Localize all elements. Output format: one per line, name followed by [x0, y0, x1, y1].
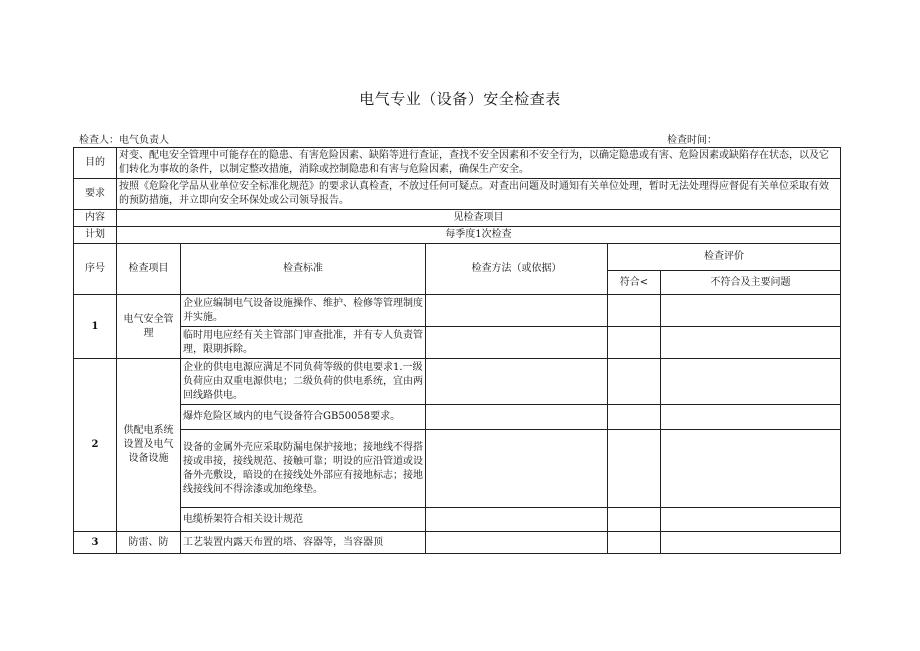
requirement-text: 按照《危险化学品从业单位安全标准化规范》的要求认真检查，不放过任何可疑点。对查出问题及时通知有关单位处理，暂时无法处理得应督促有关单位采取有效的预防措施，并立即向安全环保处或公司领导报告。 [117, 179, 841, 210]
check-method-cell[interactable] [426, 327, 608, 359]
issues-cell[interactable] [661, 359, 841, 405]
table-row [74, 327, 841, 359]
check-item: 供配电系统设置及电气设备设施 [117, 359, 181, 532]
col-header-method: 检查方法（或依据） [426, 244, 608, 295]
table-row [74, 148, 841, 179]
conform-cell[interactable] [608, 508, 661, 532]
row-number: 2 [74, 359, 117, 532]
table-header-row [74, 244, 841, 271]
check-method-cell[interactable] [426, 405, 608, 430]
plan-label: 计划 [74, 227, 117, 244]
table-row [74, 430, 841, 508]
issues-cell[interactable] [661, 532, 841, 554]
check-method-cell[interactable] [426, 430, 608, 508]
issues-cell[interactable] [661, 508, 841, 532]
table-row [74, 227, 841, 244]
col-header-issues: 不符合及主要问题 [661, 271, 841, 295]
col-header-eval: 检查评价 [608, 244, 841, 271]
col-header-standard: 检查标准 [181, 244, 426, 295]
check-standard: 企业的供电电源应满足不同负荷等级的供电要求1.一级负荷应由双重电源供电；二级负荷的供电系统，宜由两回线路供电。 [181, 359, 426, 405]
issues-cell[interactable] [661, 295, 841, 327]
table-row [74, 295, 841, 327]
check-standard: 设备的金属外壳应采取防漏电保护接地；接地线不得搭接或串接，接线规范、接触可靠；明设的应沿管道或设备外壳敷设，暗设的在接线处外部应有接地标志；接地线接线间不得涂漆或加绝缘垫。 [181, 430, 426, 508]
content-label: 内容 [74, 210, 117, 227]
table-row [74, 210, 841, 227]
conform-cell[interactable] [608, 327, 661, 359]
conform-cell[interactable] [608, 532, 661, 554]
inspection-time-label: 检查时间： [667, 135, 717, 146]
check-method-cell[interactable] [426, 359, 608, 405]
check-standard: 临时用电应经有关主管部门审查批准，并有专人负责管理，限期拆除。 [181, 327, 426, 359]
issues-cell[interactable] [661, 405, 841, 430]
table-row [74, 359, 841, 405]
check-method-cell[interactable] [426, 508, 608, 532]
table-row [74, 179, 841, 210]
requirement-label: 要求 [74, 179, 117, 210]
check-standard: 爆炸危险区域内的电气设备符合GB50058要求。 [181, 405, 426, 430]
col-header-ok: 符合< [608, 271, 661, 295]
row-number: 3 [74, 532, 117, 554]
issues-cell[interactable] [661, 430, 841, 508]
purpose-text: 对变、配电安全管理中可能存在的隐患、有害危险因素、缺陷等进行查证，查找不安全因素和不安全行为，以确定隐患或有害、危险因素或缺陷存在状态，以及它们转化为事故的条件，以制定整改措施，消除或控制隐患和有害与危险因素，确保生产安全。 [117, 148, 841, 179]
inspection-table [73, 147, 841, 554]
inspector-label: 检查人：电气负责人 [79, 135, 169, 146]
conform-cell[interactable] [608, 295, 661, 327]
purpose-label: 目的 [74, 148, 117, 179]
conform-cell[interactable] [608, 405, 661, 430]
check-item: 电气安全管理 [117, 295, 181, 359]
col-header-no: 序号 [74, 244, 117, 295]
check-standard: 工艺装置内露天布置的塔、容器等，当容器顶 [181, 532, 426, 554]
table-row [74, 532, 841, 554]
page-title: 电气专业（设备）安全检查表 [359, 90, 561, 108]
issues-cell[interactable] [661, 327, 841, 359]
check-method-cell[interactable] [426, 532, 608, 554]
table-row [74, 405, 841, 430]
conform-cell[interactable] [608, 359, 661, 405]
check-standard: 电缆桥架符合相关设计规范 [181, 508, 426, 532]
plan-text: 每季度1次检查 [117, 227, 841, 244]
table-row [74, 508, 841, 532]
row-number: 1 [74, 295, 117, 359]
check-standard: 企业应编制电气设备设施操作、维护、检修等管理制度并实施。 [181, 295, 426, 327]
check-method-cell[interactable] [426, 295, 608, 327]
col-header-item: 检查项目 [117, 244, 181, 295]
conform-cell[interactable] [608, 430, 661, 508]
check-item: 防雷、防 [117, 532, 181, 554]
content-text: 见检查项目 [117, 210, 841, 227]
